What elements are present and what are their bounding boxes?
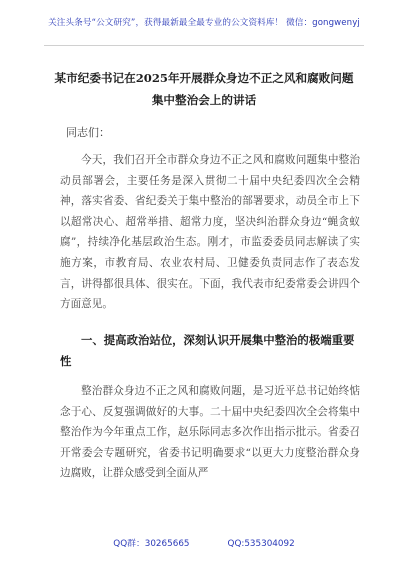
section-heading-1: 一、提高政治站位，深刻认识开展集中整治的极端重要性: [60, 333, 355, 368]
paragraph-section-1: 整治群众身边不正之风和腐败问题，是习近平总书记始终惦念于心、反复强调做好的大事。二十届中央纪委四次全会将集中整治作为今年重点工作，赵乐际同志多次作出指示批示。省委召开常委会专题研究，省委书记明确要求“以更大力度整治群众身边腐败，让群众感受到全面从严: [60, 385, 360, 480]
salutation: 同志们：: [66, 126, 110, 139]
header-divider: [44, 45, 364, 46]
paragraph-intro: 今天，我们召开全市群众身边不正之风和腐败问题集中整治动员部署会，主要任务是深入贯彻二十届中央纪委四次全会精神，落实省委、省纪委关于集中整治的部署要求，动员全市上下以超常决心、超常举措、超常力度，坚决纠治群众身边“蝇贪蚁腐”，持续净化基层政治生态。刚才，市监委委员同志解读了实施方案，市教育局、农业农村局、卫健委负责同志作了表态发言，讲得都很具体、很实在。下面，我代表市纪委常委会讲四个方面意见。: [60, 154, 360, 311]
footer-qq-group: QQ群：30265665: [113, 539, 190, 549]
footer-contact: [0, 536, 408, 549]
header-banner-text: 关注头条号“公文研究”，获得最新最全最专业的公文资料库！ 微信：gongwenyj: [48, 18, 360, 28]
document-title-line-1: 某市纪委书记在2025年开展群众身边不正之风和腐败问题: [54, 71, 354, 85]
header-banner: [0, 0, 408, 44]
document-title-line-2: 集中整治会上的讲话: [151, 93, 257, 107]
footer-qq: QQ:535304092: [227, 539, 295, 549]
